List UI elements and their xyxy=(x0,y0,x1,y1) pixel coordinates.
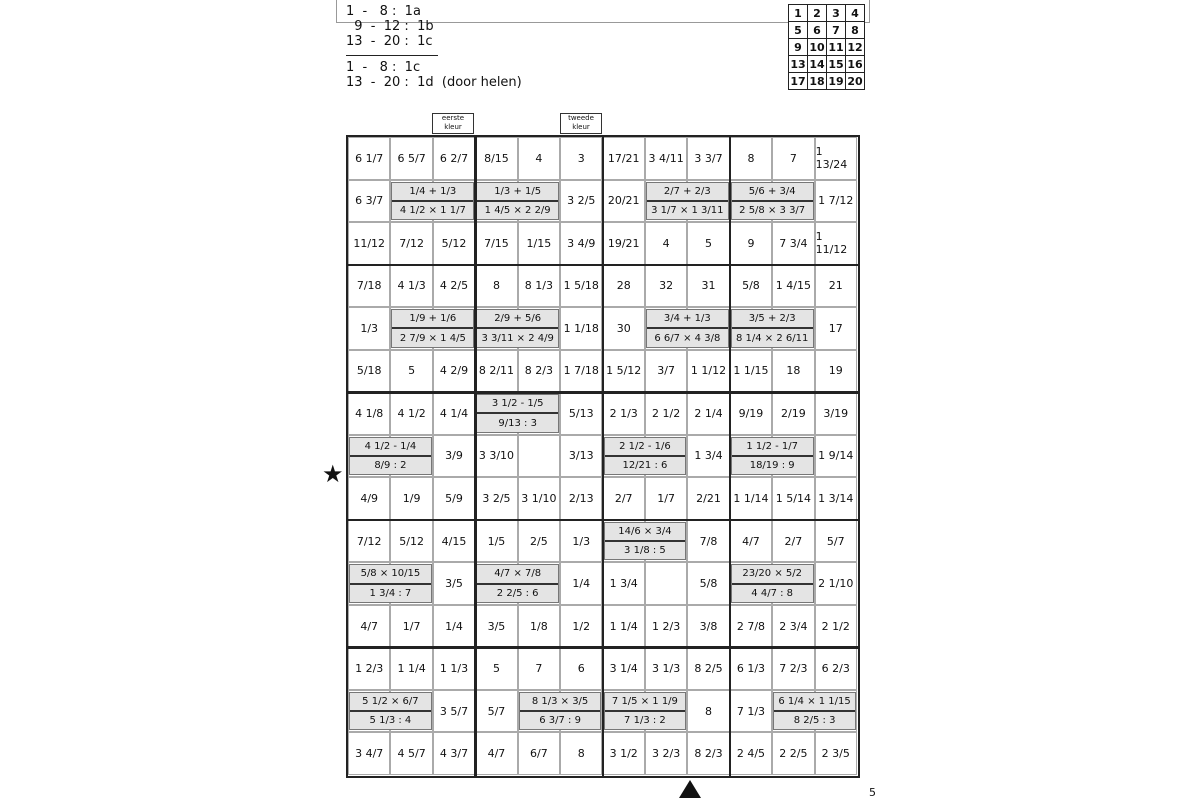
grid-cell: 3 2/5 xyxy=(560,180,602,223)
operation-top: 5 1/2 × 6/7 xyxy=(362,696,419,708)
operation-top: 23/20 × 5/2 xyxy=(742,568,802,580)
grid-cell: 3 4/9 xyxy=(560,222,602,265)
grid-cell: 1/3 xyxy=(348,307,390,350)
grid-cell: 6/7 xyxy=(518,732,560,775)
operation-bottom: 7 1/3 : 2 xyxy=(605,710,686,729)
grid-cell: 3 4/11 xyxy=(645,137,687,180)
operation-box xyxy=(604,437,687,476)
operation-bottom: 4 4/7 : 8 xyxy=(732,583,813,602)
grid-cell: 7/8 xyxy=(687,520,729,563)
grid-cell: 6 5/7 xyxy=(390,137,432,180)
grid-cell: 3/5 xyxy=(433,562,475,605)
grid-cell: 6 1/7 xyxy=(348,137,390,180)
operation-bottom: 2 7/9 × 1 4/5 xyxy=(392,327,473,346)
operation-box xyxy=(731,182,814,221)
number-key-grid xyxy=(788,4,865,90)
grid-cell: 2 4/5 xyxy=(730,732,772,775)
grid-cell: 5/13 xyxy=(560,392,602,435)
grid-cell: 4/7 xyxy=(348,605,390,648)
grid-cell: 1 3/4 xyxy=(687,435,729,478)
operation-top: 3/4 + 1/3 xyxy=(663,313,711,325)
operation-box xyxy=(773,692,856,731)
grid-cell: 3 2/3 xyxy=(645,732,687,775)
grid-cell: 4 2/5 xyxy=(433,265,475,308)
grid-cell: 5 xyxy=(475,647,517,690)
operation-box xyxy=(646,182,729,221)
grid-cell: 3 2/5 xyxy=(475,477,517,520)
grid-cell: 3/5 xyxy=(475,605,517,648)
grid-cell: 1 3/4 xyxy=(603,562,645,605)
grid-cell: 7 xyxy=(518,647,560,690)
triangle-icon xyxy=(679,780,701,798)
key-cell: 11 xyxy=(828,40,844,54)
grid-cell: 5/8 xyxy=(687,562,729,605)
operation-top: 2/7 + 2/3 xyxy=(663,185,711,197)
operation-box xyxy=(476,564,559,603)
grid-cell: 6 1/3 xyxy=(730,647,772,690)
operation-bottom: 2 5/8 × 3 3/7 xyxy=(732,200,813,219)
operation-box xyxy=(731,309,814,348)
grid-cell: 1/7 xyxy=(645,477,687,520)
grid-cell: 3/13 xyxy=(560,435,602,478)
grid-cell: 5/8 xyxy=(730,265,772,308)
grid-cell: 1 1/4 xyxy=(390,647,432,690)
operation-top: 2/9 + 5/6 xyxy=(494,313,542,325)
key-cell: 3 xyxy=(827,5,846,22)
operation-top: 8 1/3 × 3/5 xyxy=(531,696,589,708)
grid-cell: 9/19 xyxy=(730,392,772,435)
grid-cell: 17/21 xyxy=(603,137,645,180)
grid-cell: 1 1/3 xyxy=(433,647,475,690)
operation-box xyxy=(349,692,432,731)
grid-cell: 1/2 xyxy=(560,605,602,648)
block-divider xyxy=(474,137,477,776)
key-cell: 10 xyxy=(809,40,825,54)
puzzle-grid xyxy=(346,135,860,778)
operation-top: 3/5 + 2/3 xyxy=(748,313,796,325)
operation-top: 1/4 + 1/3 xyxy=(409,185,457,197)
grid-cell: 9 xyxy=(730,222,772,265)
grid-cell: 1/9 xyxy=(390,477,432,520)
operation-box xyxy=(476,182,559,221)
operation-bottom: 1 4/5 × 2 2/9 xyxy=(477,200,558,219)
grid-cell: 4 1/2 xyxy=(390,392,432,435)
grid-cell: 3 xyxy=(560,137,602,180)
grid-cell: 4/9 xyxy=(348,477,390,520)
grid-cell: 5/7 xyxy=(815,520,857,563)
key-cell: 4 xyxy=(846,5,865,22)
grid-cell: 8 xyxy=(560,732,602,775)
grid-cell: 8 xyxy=(475,265,517,308)
grid-cell: 6 2/3 xyxy=(815,647,857,690)
operation-bottom: 18/19 : 9 xyxy=(732,455,813,474)
grid-cell: 5/9 xyxy=(433,477,475,520)
operation-bottom: 9/13 : 3 xyxy=(477,412,558,431)
operation-bottom: 1 3/4 : 7 xyxy=(350,583,431,602)
grid-cell: 19/21 xyxy=(603,222,645,265)
operation-bottom: 3 1/8 : 5 xyxy=(605,540,686,559)
grid-cell: 7/12 xyxy=(390,222,432,265)
operation-bottom: 8 1/4 × 2 6/11 xyxy=(732,327,813,346)
operation-bottom: 8 2/5 : 3 xyxy=(774,710,855,729)
grid-cell: 30 xyxy=(603,307,645,350)
grid-cell: 1/5 xyxy=(475,520,517,563)
grid-cell: 2/19 xyxy=(772,392,814,435)
grid-cell: 1/7 xyxy=(390,605,432,648)
grid-cell: 5/12 xyxy=(433,222,475,265)
grid-cell: 18 xyxy=(772,350,814,393)
legend-line: 9 - 12 : 1b xyxy=(346,19,434,34)
first-color-label: eerste kleur xyxy=(432,113,474,134)
grid-cell: 4 3/7 xyxy=(433,732,475,775)
grid-cell: 1 2/3 xyxy=(348,647,390,690)
grid-cell: 1 5/12 xyxy=(603,350,645,393)
operation-box xyxy=(391,182,474,221)
operation-top: 5/6 + 3/4 xyxy=(748,185,796,197)
grid-cell: 2 1/10 xyxy=(815,562,857,605)
grid-cell: 1/3 xyxy=(560,520,602,563)
operation-top: 7 1/5 × 1 1/9 xyxy=(611,696,678,708)
operation-top: 1 1/2 - 1/7 xyxy=(746,440,799,452)
key-cell: 13 xyxy=(790,57,806,71)
legend-divider xyxy=(346,55,438,56)
operation-top: 4/7 × 7/8 xyxy=(494,568,542,580)
operation-box xyxy=(349,564,432,603)
block-divider xyxy=(348,519,858,522)
grid-cell: 8 2/3 xyxy=(518,350,560,393)
grid-cell: 2 2/5 xyxy=(772,732,814,775)
grid-cell: 4 1/4 xyxy=(433,392,475,435)
key-cell: 2 xyxy=(808,5,827,22)
grid-cell: 4 xyxy=(645,222,687,265)
operation-box xyxy=(519,692,602,731)
key-cell: 20 xyxy=(847,74,863,88)
legend-line: 1 - 8 : 1a xyxy=(346,4,421,19)
grid-cell: 3/19 xyxy=(815,392,857,435)
key-cell: 6 xyxy=(808,22,827,39)
grid-cell: 3 1/3 xyxy=(645,647,687,690)
key-cell: 1 xyxy=(789,5,808,22)
grid-cell: 2 1/2 xyxy=(645,392,687,435)
grid-cell: 5 xyxy=(687,222,729,265)
operation-box xyxy=(731,564,814,603)
key-cell: 16 xyxy=(847,57,863,71)
grid-cell: 2/5 xyxy=(518,520,560,563)
grid-cell: 3 4/7 xyxy=(348,732,390,775)
legend-line: 1 - 8 : 1c xyxy=(346,60,421,75)
grid-cell xyxy=(518,435,560,478)
grid-cell: 3 5/7 xyxy=(433,690,475,733)
operation-bottom: 3 1/7 × 1 3/11 xyxy=(647,200,728,219)
operation-top: 5/8 × 10/15 xyxy=(360,568,421,580)
grid-cell: 6 xyxy=(560,647,602,690)
operation-top: 6 1/4 × 1 1/15 xyxy=(778,696,851,708)
operation-top: 2 1/2 - 1/6 xyxy=(619,440,671,452)
grid-cell: 8 1/3 xyxy=(518,265,560,308)
grid-cell: 1 7/18 xyxy=(560,350,602,393)
operation-top: 4 1/2 - 1/4 xyxy=(364,440,417,452)
grid-cell: 19 xyxy=(815,350,857,393)
grid-cell: 4/7 xyxy=(730,520,772,563)
operation-top: 1/9 + 1/6 xyxy=(409,313,457,325)
grid-cell: 2/7 xyxy=(603,477,645,520)
block-divider xyxy=(348,264,858,267)
operation-top: 14/6 × 3/4 xyxy=(618,525,672,537)
grid-cell: 2/21 xyxy=(687,477,729,520)
star-icon: ★ xyxy=(322,460,344,488)
grid-cell: 3 1/2 xyxy=(603,732,645,775)
operation-top: 3 1/2 - 1/5 xyxy=(491,398,544,410)
grid-cell: 2 1/4 xyxy=(687,392,729,435)
block-divider xyxy=(348,646,858,649)
grid-cell: 8 2/3 xyxy=(687,732,729,775)
grid-cell: 1/8 xyxy=(518,605,560,648)
grid-cell: 2 3/4 xyxy=(772,605,814,648)
grid-cell: 1 7/12 xyxy=(815,180,857,223)
block-divider xyxy=(729,137,732,776)
grid-cell: 7/12 xyxy=(348,520,390,563)
grid-cell: 7 xyxy=(772,137,814,180)
grid-cell: 5/7 xyxy=(475,690,517,733)
key-cell: 5 xyxy=(789,22,808,39)
grid-cell: 31 xyxy=(687,265,729,308)
grid-cell: 4/7 xyxy=(475,732,517,775)
key-cell: 7 xyxy=(827,22,846,39)
grid-cell: 3/9 xyxy=(433,435,475,478)
grid-cell: 4 xyxy=(518,137,560,180)
grid-cell: 1 9/14 xyxy=(815,435,857,478)
grid-cell: 7 2/3 xyxy=(772,647,814,690)
operation-bottom: 12/21 : 6 xyxy=(605,455,686,474)
grid-cell: 4 1/8 xyxy=(348,392,390,435)
operation-box xyxy=(391,309,474,348)
grid-cell: 3 3/10 xyxy=(475,435,517,478)
grid-cell: 4/15 xyxy=(433,520,475,563)
grid-cell: 1 1/12 xyxy=(687,350,729,393)
key-cell: 9 xyxy=(789,39,808,56)
grid-cell: 3 3/7 xyxy=(687,137,729,180)
grid-cell: 1 1/18 xyxy=(560,307,602,350)
grid-cell: 7 1/3 xyxy=(730,690,772,733)
legend xyxy=(346,4,522,90)
key-cell: 17 xyxy=(790,74,806,88)
grid-cell: 7 3/4 xyxy=(772,222,814,265)
grid-cell: 11/12 xyxy=(348,222,390,265)
grid-cell: 7/15 xyxy=(475,222,517,265)
grid-cell: 7/18 xyxy=(348,265,390,308)
second-color-label: tweede kleur xyxy=(560,113,602,134)
grid-cell: 1 2/3 xyxy=(645,605,687,648)
key-cell: 18 xyxy=(809,74,825,88)
grid-cell: 6 3/7 xyxy=(348,180,390,223)
block-divider xyxy=(602,137,605,776)
grid-cell: 1/4 xyxy=(433,605,475,648)
page-number: 5 xyxy=(869,786,876,799)
operation-box xyxy=(604,522,687,561)
grid-cell: 28 xyxy=(603,265,645,308)
operation-box xyxy=(646,309,729,348)
grid-cell: 1 4/15 xyxy=(772,265,814,308)
grid-cell: 1 3/14 xyxy=(815,477,857,520)
grid-cell: 21 xyxy=(815,265,857,308)
grid-cell: 5/18 xyxy=(348,350,390,393)
key-cell: 12 xyxy=(847,40,863,54)
grid-cell: 2 3/5 xyxy=(815,732,857,775)
grid-cell: 3/8 xyxy=(687,605,729,648)
grid-cell: 6 2/7 xyxy=(433,137,475,180)
operation-box xyxy=(604,692,687,731)
grid-cell: 3/7 xyxy=(645,350,687,393)
key-cell: 15 xyxy=(828,57,844,71)
grid-cell: 1/15 xyxy=(518,222,560,265)
grid-cell: 3 1/4 xyxy=(603,647,645,690)
grid-cell: 5/12 xyxy=(390,520,432,563)
grid-cell: 1 1/15 xyxy=(730,350,772,393)
grid-cell: 8 2/5 xyxy=(687,647,729,690)
operation-bottom: 8/9 : 2 xyxy=(350,455,431,474)
grid-cell: 1/4 xyxy=(560,562,602,605)
grid-cell: 8 2/11 xyxy=(475,350,517,393)
grid-cell: 2 7/8 xyxy=(730,605,772,648)
grid-cell: 1 5/14 xyxy=(772,477,814,520)
operation-box xyxy=(349,437,432,476)
grid-cell: 20/21 xyxy=(603,180,645,223)
operation-bottom: 6 6/7 × 4 3/8 xyxy=(647,327,728,346)
key-cell: 8 xyxy=(846,22,865,39)
grid-cell: 1 1/4 xyxy=(603,605,645,648)
grid-cell: 8/15 xyxy=(475,137,517,180)
grid-cell: 2/13 xyxy=(560,477,602,520)
grid-cell: 3 1/10 xyxy=(518,477,560,520)
operation-bottom: 6 3/7 : 9 xyxy=(520,710,601,729)
grid-cell: 5 xyxy=(390,350,432,393)
legend-line: 13 - 20 : 1c xyxy=(346,34,433,49)
operation-top: 1/3 + 1/5 xyxy=(494,185,542,197)
operation-bottom: 2 2/5 : 6 xyxy=(477,583,558,602)
grid-cell: 1 13/24 xyxy=(815,137,857,180)
grid-cell: 1 11/12 xyxy=(815,222,857,265)
grid-cell: 1 5/18 xyxy=(560,265,602,308)
legend-line: 13 - 20 : 1d (door helen) xyxy=(346,75,522,90)
grid-cell: 17 xyxy=(815,307,857,350)
operation-bottom: 5 1/3 : 4 xyxy=(350,710,431,729)
block-divider xyxy=(348,391,858,394)
operation-box xyxy=(731,437,814,476)
grid-cell: 32 xyxy=(645,265,687,308)
grid-cell: 2 1/2 xyxy=(815,605,857,648)
grid-cell: 4 5/7 xyxy=(390,732,432,775)
grid-cell: 8 xyxy=(730,137,772,180)
grid-cell: 8 xyxy=(687,690,729,733)
operation-bottom: 3 3/11 × 2 4/9 xyxy=(477,327,558,346)
grid-cell: 4 2/9 xyxy=(433,350,475,393)
operation-bottom: 4 1/2 × 1 1/7 xyxy=(392,200,473,219)
grid-cell: 2/7 xyxy=(772,520,814,563)
grid-cell: 1 1/14 xyxy=(730,477,772,520)
operation-box xyxy=(476,394,559,433)
grid-cell: 4 1/3 xyxy=(390,265,432,308)
grid-cell: 2 1/3 xyxy=(603,392,645,435)
key-cell: 19 xyxy=(828,74,844,88)
grid-cell xyxy=(645,562,687,605)
operation-box xyxy=(476,309,559,348)
key-cell: 14 xyxy=(809,57,825,71)
